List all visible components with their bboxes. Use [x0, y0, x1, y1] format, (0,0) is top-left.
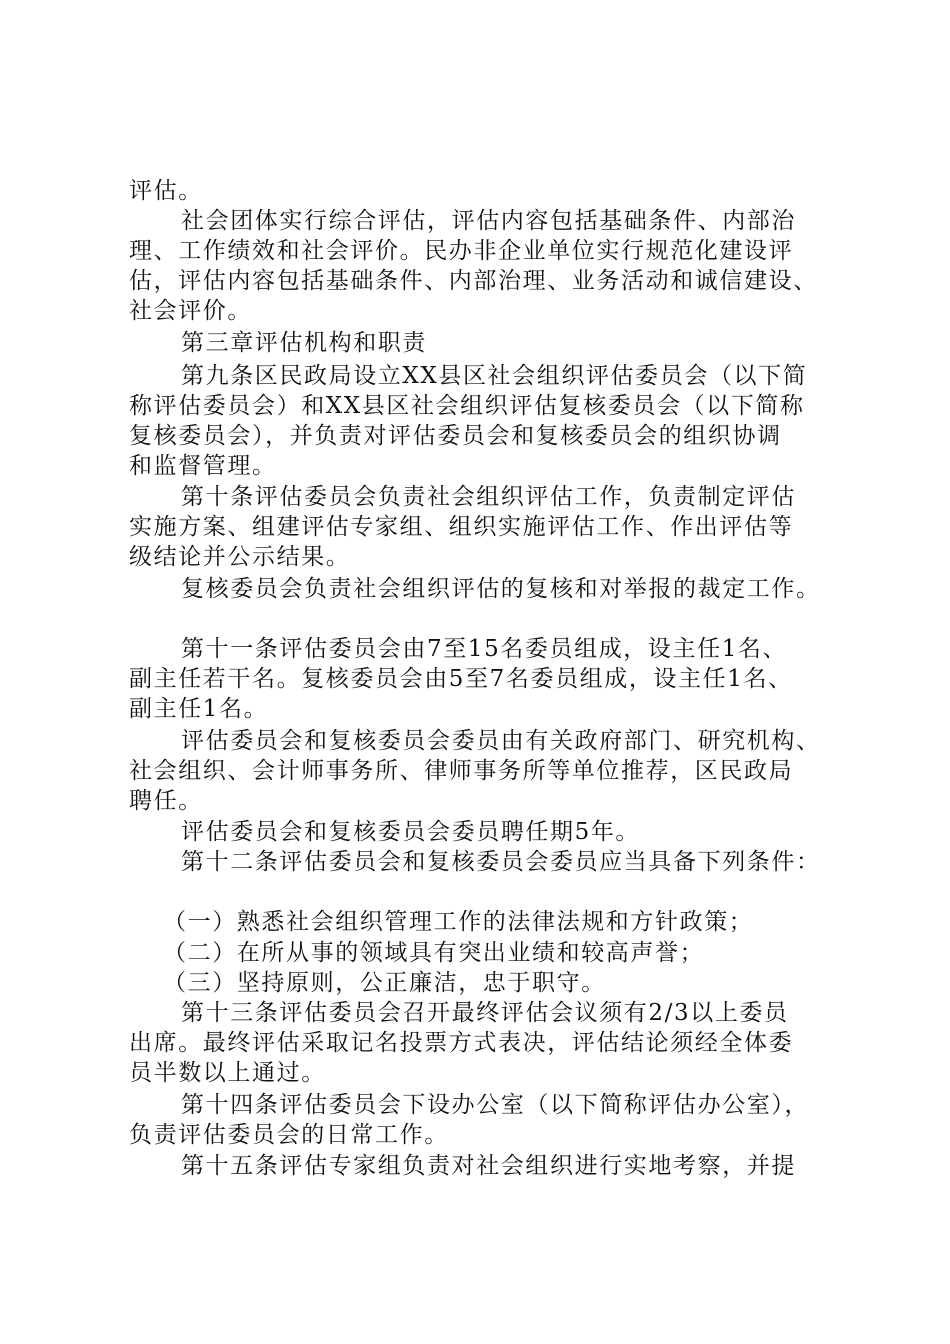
text-line: 社会团体实行综合评估，评估内容包括基础条件、内部治 [181, 208, 796, 234]
text-line: 社会组织、会计师事务所、律师事务所等单位推荐，区民政局 [129, 758, 794, 784]
chapter-heading: 第三章评估机构和职责 [181, 330, 427, 356]
list-item: （三）坚持原则，公正廉洁，忠于职守。 [163, 970, 606, 996]
text-line: 评估。 [129, 178, 203, 204]
text-line: 出席。最终评估采取记名投票方式表决，评估结论须经全体委 [129, 1030, 794, 1056]
list-item: （二）在所从事的领域具有突出业绩和较高声誉； [163, 940, 705, 966]
text-line: 复核委员会负责社会组织评估的复核和对举报的裁定工作。 [181, 576, 821, 602]
text-line: 副主任1名。 [129, 696, 269, 722]
text-line: 第十条评估委员会负责社会组织评估工作，负责制定评估 [181, 484, 796, 510]
text-line: 实施方案、组建评估专家组、组织实施评估工作、作出评估等 [129, 514, 794, 540]
text-line: 负责评估委员会的日常工作。 [129, 1122, 449, 1148]
text-line: 理、工作绩效和社会评价。民办非企业单位实行规范化建设评 [129, 238, 794, 264]
text-line: 复核委员会），并负责对评估委员会和复核委员会的组织协调 [129, 423, 782, 449]
text-line: 第十三条评估委员会召开最终评估会议须有2/3以上委员 [181, 1000, 789, 1026]
text-line: 第十一条评估委员会由7至15名委员组成，设主任1名、 [181, 636, 788, 662]
text-line: 级结论并公示结果。 [129, 544, 351, 570]
text-line: 第十五条评估专家组负责对社会组织进行实地考察，并提 [181, 1153, 796, 1179]
text-line: 社会评价。 [129, 298, 252, 324]
text-line: 副主任若干名。复核委员会由5至7名委员组成，设主任1名、 [129, 666, 793, 692]
text-line: 第十二条评估委员会和复核委员会委员应当具备下列条件： [181, 849, 821, 875]
text-line: 称评估委员会）和XX县区社会组织评估复核委员会（以下简称 [129, 393, 805, 419]
text-line: 估，评估内容包括基础条件、内部治理、业务活动和诚信建设、 [129, 268, 818, 294]
text-line: 第九条区民政局设立XX县区社会组织评估委员会（以下简 [181, 363, 808, 389]
text-line: 第十四条评估委员会下设办公室（以下简称评估办公室）， [181, 1092, 810, 1118]
text-line: 评估委员会和复核委员会委员聘任期5年。 [181, 819, 641, 845]
text-line: 评估委员会和复核委员会委员由有关政府部门、研究机构、 [181, 728, 821, 754]
text-line: 聘任。 [129, 788, 203, 814]
text-line: 和监督管理。 [129, 453, 277, 479]
list-item: （一）熟悉社会组织管理工作的法律法规和方针政策； [163, 909, 754, 935]
text-line: 员半数以上通过。 [129, 1060, 326, 1086]
